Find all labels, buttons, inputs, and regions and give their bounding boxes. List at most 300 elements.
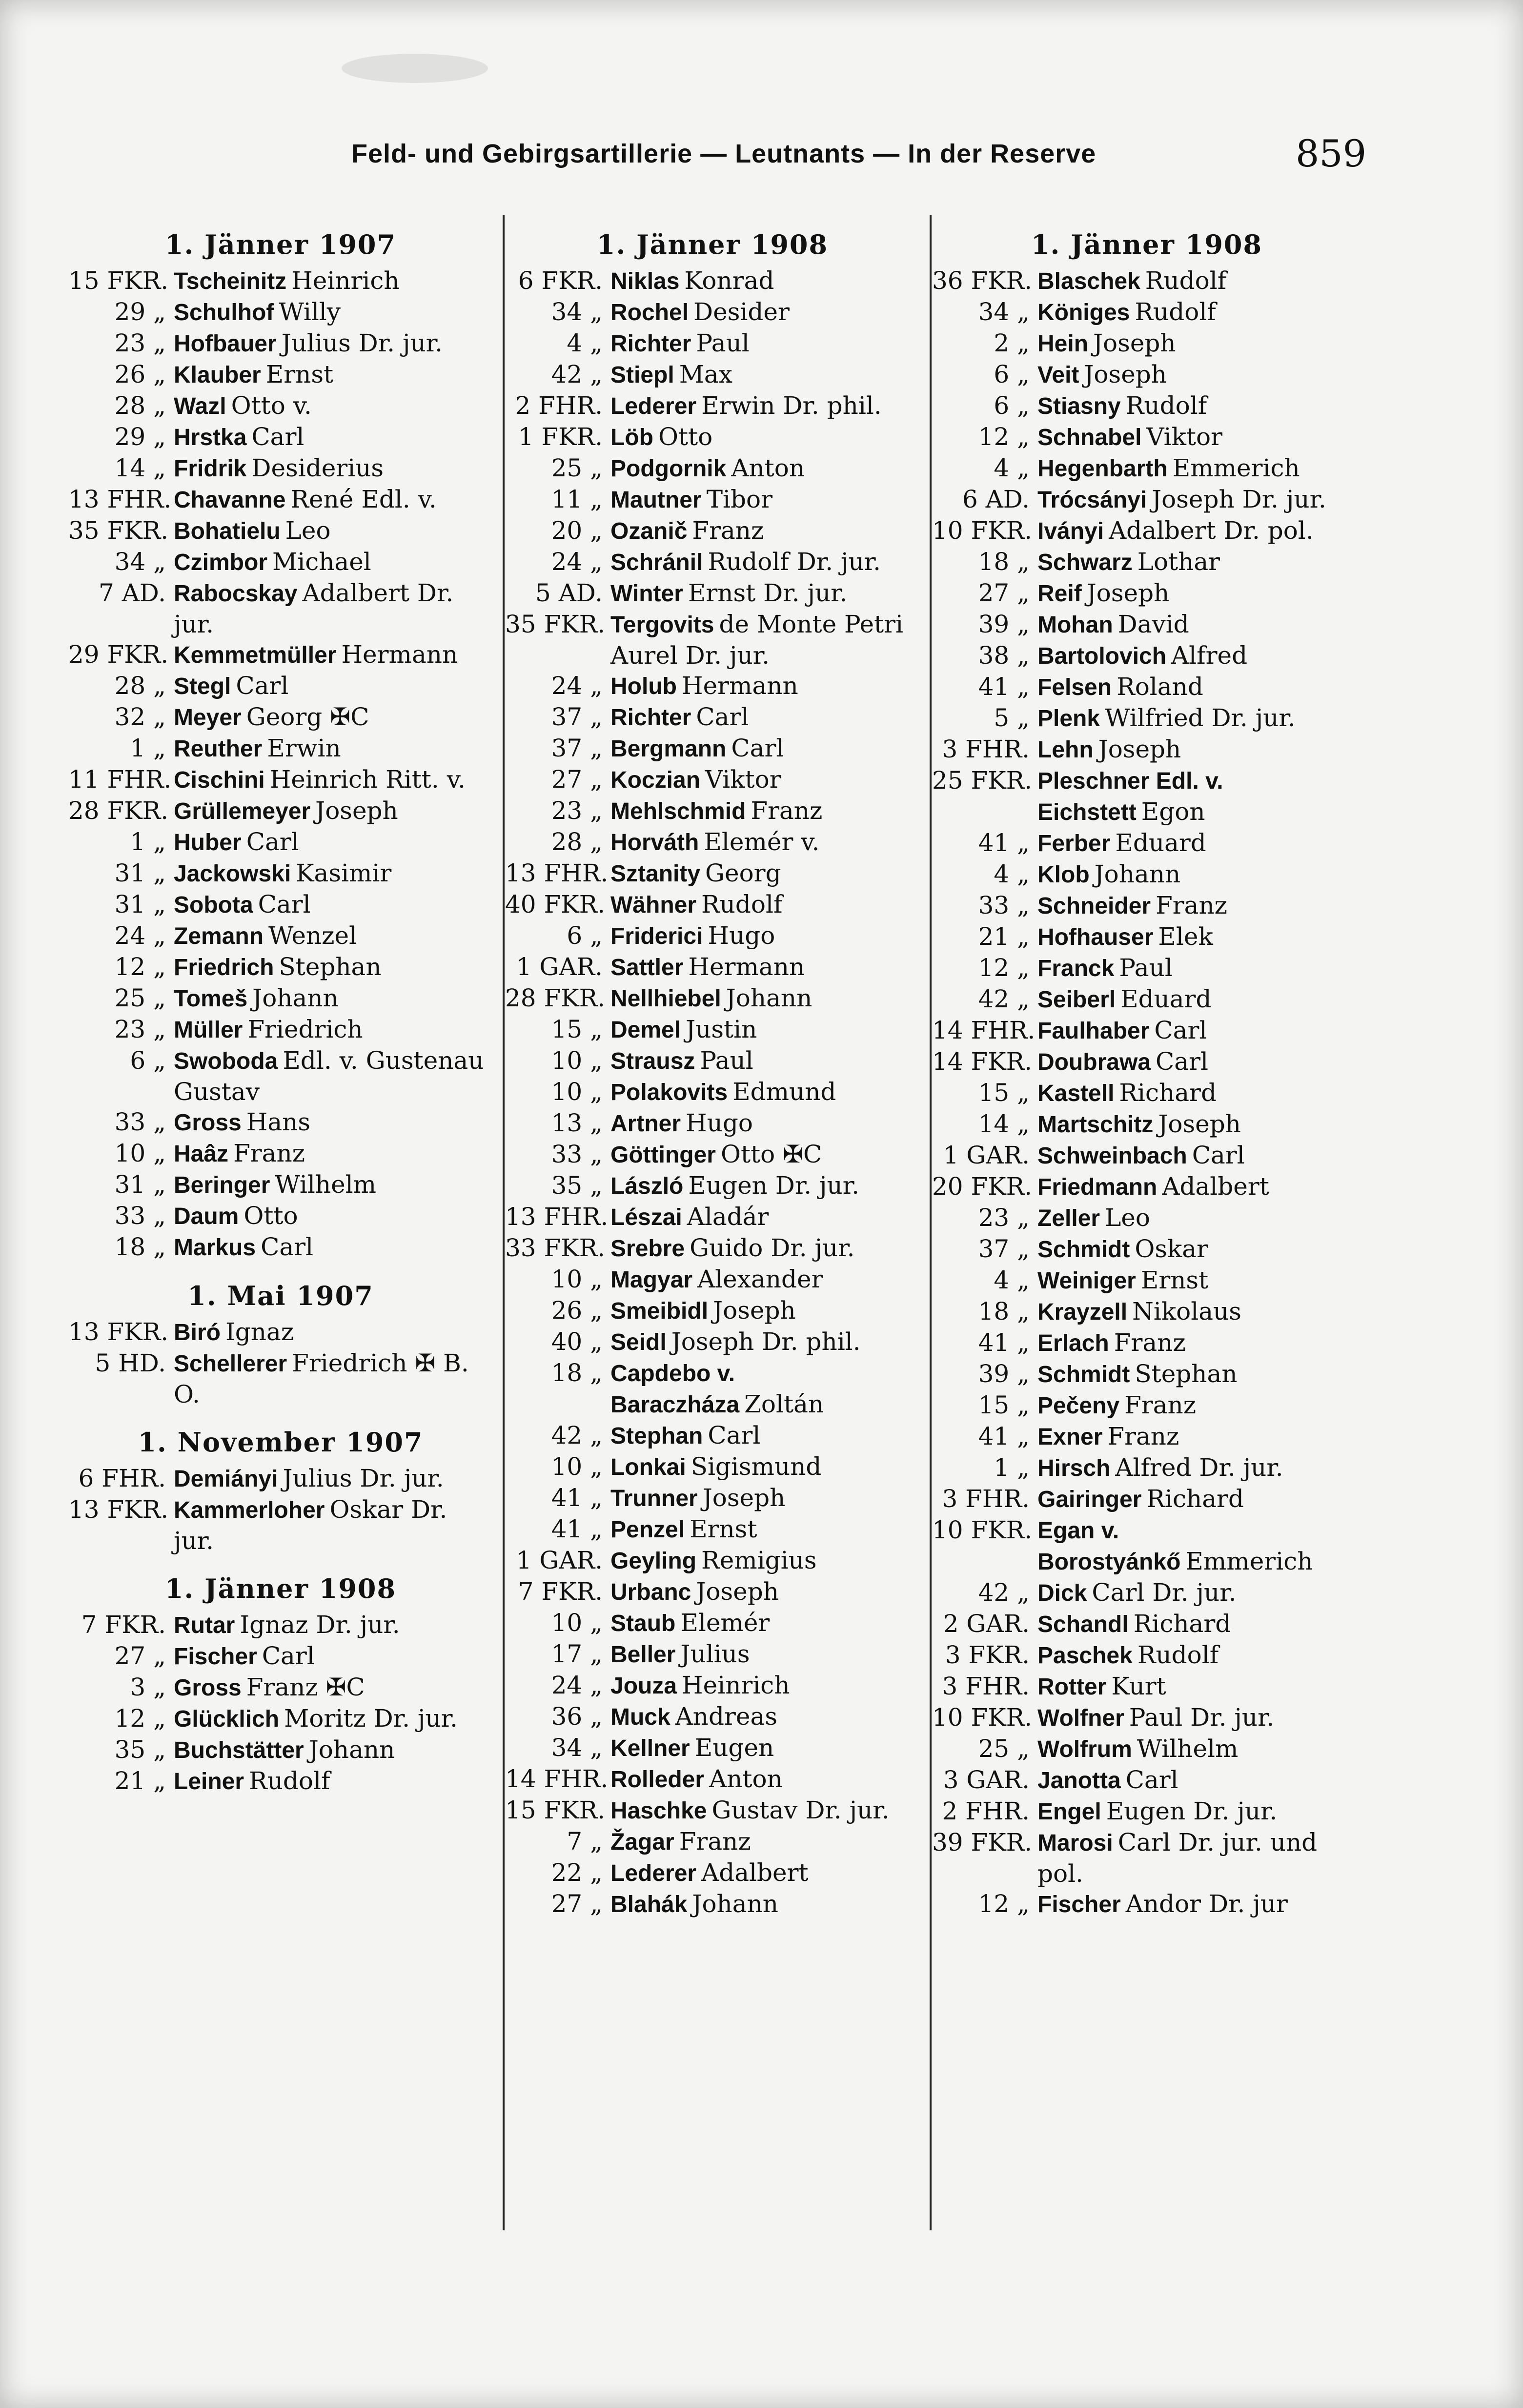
- officer-name: [174, 515, 493, 547]
- unit-number: 33 „: [551, 1140, 603, 1168]
- unit-number: 12 „: [978, 423, 1030, 451]
- officer-name: [1037, 1515, 1361, 1577]
- roster-entry: [932, 1078, 1361, 1109]
- unit-number: 14 „: [114, 454, 166, 482]
- roster-entry: [505, 733, 920, 764]
- officer-name: [1037, 297, 1361, 328]
- surname: Marosi: [1037, 1830, 1113, 1856]
- unit-number: 36 „: [551, 1702, 603, 1731]
- given-name: de Monte Petri Aurel Dr. jur.: [610, 610, 904, 670]
- officer-name: [174, 671, 493, 702]
- officer-name: [610, 827, 920, 858]
- given-name: Alfred: [1171, 641, 1248, 670]
- roster-entry: [932, 828, 1361, 859]
- given-name: Carl: [251, 423, 305, 451]
- officer-name: [610, 1420, 920, 1451]
- given-name: Johann: [308, 1735, 395, 1764]
- roster-entry: [505, 265, 920, 297]
- unit-number: 14 „: [978, 1110, 1030, 1138]
- roster-entry: [505, 453, 920, 484]
- surname: Pečeny: [1037, 1393, 1120, 1419]
- given-name: René Edl. v.: [290, 485, 437, 513]
- roster-entry: [505, 1451, 920, 1483]
- officer-name: [174, 1317, 493, 1348]
- roster-entry: [68, 1045, 493, 1107]
- unit-number: 12 „: [978, 1890, 1030, 1918]
- officer-name: [610, 1108, 920, 1139]
- surname: Fischer: [174, 1644, 257, 1670]
- surname: Schneider: [1037, 893, 1151, 919]
- officer-name: [174, 422, 493, 453]
- roster-entry: [932, 1140, 1361, 1171]
- unit-number: 21 „: [114, 1767, 166, 1795]
- given-name: Rudolf: [1137, 1641, 1219, 1669]
- surname: Mautner: [610, 487, 702, 513]
- roster-entry: [505, 1077, 920, 1108]
- officer-name: [610, 328, 920, 359]
- officer-name: [1037, 547, 1361, 578]
- unit-number: 15 „: [978, 1391, 1030, 1419]
- roster-entry: [505, 1639, 920, 1670]
- surname: Ferber: [1037, 831, 1111, 857]
- surname: Felsen: [1037, 674, 1112, 700]
- unit-number: 6 „: [994, 360, 1030, 388]
- unit-number: 2 FHR.: [942, 1797, 1030, 1825]
- given-name: Andreas: [675, 1702, 777, 1731]
- officer-name: [174, 858, 493, 889]
- unit-number: 20 FKR.: [932, 1172, 1033, 1201]
- unit-number: 13 FKR.: [68, 1318, 169, 1346]
- given-name: Franz: [1114, 1328, 1186, 1357]
- roster-entry: [932, 1609, 1361, 1640]
- given-name: Carl: [1154, 1016, 1207, 1044]
- officer-name: [174, 1348, 493, 1409]
- roster-entry: [68, 1107, 493, 1138]
- unit-number: 28 „: [114, 391, 166, 420]
- surname: Holub: [610, 673, 677, 699]
- roster-entry: [505, 858, 920, 889]
- unit-number: 12 „: [114, 1704, 166, 1733]
- given-name: Heinrich Ritt. v.: [269, 765, 466, 794]
- running-header: [0, 127, 1523, 185]
- given-name: Alexander: [697, 1265, 823, 1293]
- roster-entry: [505, 1264, 920, 1295]
- unit-number: 28 „: [114, 672, 166, 700]
- surname: Polakovits: [610, 1080, 728, 1105]
- unit-number: 13 FHR.: [68, 485, 172, 513]
- given-name: Joseph: [713, 1296, 796, 1325]
- unit-number: 36 FKR.: [932, 266, 1033, 295]
- roster-entry: [932, 859, 1361, 890]
- surname: Hrstka: [174, 425, 247, 450]
- roster-entry: [932, 390, 1361, 422]
- unit-number: 23 „: [114, 329, 166, 357]
- surname: Trócsányi: [1037, 487, 1147, 513]
- roster-entry: [68, 952, 493, 983]
- roster-entry: [932, 672, 1361, 703]
- unit-number: 28 „: [551, 828, 603, 856]
- officer-name: [610, 1202, 920, 1233]
- unit-number: 26 „: [114, 360, 166, 388]
- officer-name: [610, 858, 920, 889]
- unit-number: 34 „: [978, 298, 1030, 326]
- column-middle: [505, 229, 920, 2240]
- officer-name: [1037, 1640, 1361, 1671]
- section-heading: 1. Jänner 1908: [596, 229, 829, 260]
- surname: Dick: [1037, 1580, 1087, 1606]
- officer-name: [174, 390, 493, 422]
- officer-name: [1037, 1671, 1361, 1702]
- unit-number: 15 „: [978, 1079, 1030, 1107]
- officer-name: [174, 1138, 493, 1169]
- roster-entry: [505, 671, 920, 702]
- officer-name: [1037, 1421, 1361, 1452]
- surname: László: [610, 1173, 684, 1199]
- roster-entry: [68, 796, 493, 827]
- roster-entry: [68, 1138, 493, 1169]
- unit-number: 6 AD.: [962, 485, 1030, 513]
- given-name: Joseph: [1098, 735, 1181, 763]
- surname: Blahák: [610, 1892, 688, 1918]
- officer-name: [1037, 1827, 1361, 1889]
- surname: Biró: [174, 1320, 221, 1346]
- officer-name: [1037, 984, 1361, 1015]
- unit-number: 4 „: [567, 329, 603, 357]
- surname: Friedrich: [174, 955, 274, 980]
- roster-entry: [505, 1576, 920, 1608]
- unit-number: 38 „: [978, 641, 1030, 670]
- unit-number: 15 „: [551, 1015, 603, 1043]
- given-name: Elemér: [680, 1609, 770, 1637]
- roster-entry: [505, 1139, 920, 1170]
- unit-number: 14 FKR.: [932, 1047, 1033, 1076]
- surname: Magyar: [610, 1267, 693, 1293]
- unit-number: 24 „: [114, 921, 166, 950]
- given-name: Stephan: [1135, 1360, 1238, 1388]
- surname: Iványi: [1037, 518, 1104, 544]
- given-name: Friedrich: [247, 1015, 363, 1043]
- surname: Lonkai: [610, 1454, 686, 1480]
- unit-number: 42 „: [551, 360, 603, 388]
- section-heading: 1. Jänner 1908: [1031, 229, 1263, 260]
- given-name: Max: [679, 360, 732, 388]
- surname: Meyer: [174, 705, 242, 731]
- unit-number: 39 FKR.: [932, 1828, 1033, 1857]
- surname: Daum: [174, 1204, 239, 1229]
- surname: Paschek: [1037, 1643, 1133, 1669]
- officer-name: [174, 1610, 493, 1641]
- unit-number: 1 FKR.: [518, 423, 603, 451]
- unit-number: 4 „: [994, 454, 1030, 482]
- surname: Ozanič: [610, 518, 688, 544]
- roster-entry: [68, 827, 493, 858]
- unit-number: 40 „: [551, 1327, 603, 1356]
- unit-number: 34 „: [551, 298, 603, 326]
- unit-number: 27 „: [114, 1642, 166, 1670]
- given-name: Joseph: [696, 1577, 779, 1606]
- surname: Kemmetmüller: [174, 642, 337, 668]
- given-name: Konrad: [684, 266, 774, 295]
- surname: Capdebo v. Baraczháza: [610, 1361, 740, 1418]
- roster-entry: [932, 609, 1361, 640]
- surname: Königes: [1037, 300, 1130, 326]
- roster-entry: [932, 984, 1361, 1015]
- roster-entry: [932, 1484, 1361, 1515]
- officer-name: [174, 1735, 493, 1766]
- officer-name: [610, 1514, 920, 1545]
- officer-name: [610, 952, 920, 983]
- given-name: Rudolf: [1145, 266, 1227, 295]
- given-name: Wilhelm: [1137, 1735, 1239, 1763]
- surname: Gross: [174, 1110, 242, 1136]
- unit-number: 3 FHR.: [942, 1672, 1030, 1700]
- given-name: Roland: [1117, 673, 1203, 701]
- officer-name: [1037, 1234, 1361, 1265]
- unit-number: 33 FKR.: [505, 1234, 606, 1262]
- unit-number: 3 GAR.: [943, 1766, 1030, 1794]
- roster-entry: [932, 1577, 1361, 1609]
- roster-entry: [505, 1233, 920, 1264]
- officer-name: [174, 983, 493, 1014]
- given-name: Paul Dr. jur.: [1129, 1703, 1275, 1732]
- unit-number: 10 FKR.: [932, 1516, 1033, 1544]
- unit-number: 24 „: [551, 1671, 603, 1699]
- officer-name: [1037, 1140, 1361, 1171]
- unit-number: 41 „: [551, 1484, 603, 1512]
- surname: Weiniger: [1037, 1268, 1136, 1294]
- roster-entry: [505, 1701, 920, 1733]
- given-name: Julius Dr. jur.: [283, 1464, 444, 1492]
- given-name: Carl: [1192, 1141, 1245, 1169]
- unit-number: 1 „: [130, 734, 166, 762]
- unit-number: 10 „: [551, 1046, 603, 1075]
- surname: Jouza: [610, 1673, 677, 1699]
- given-name: Adalbert Dr. jur.: [174, 579, 454, 638]
- given-name: Sigismund: [690, 1452, 822, 1481]
- given-name: Franz: [1124, 1391, 1197, 1419]
- unit-number: 10 „: [551, 1452, 603, 1481]
- given-name: Remigius: [701, 1546, 817, 1574]
- surname: Stegl: [174, 673, 231, 699]
- officer-name: [1037, 1327, 1361, 1359]
- officer-name: [174, 889, 493, 920]
- roster-entry: [505, 547, 920, 578]
- roster-entry: [68, 1014, 493, 1045]
- officer-name: [610, 422, 920, 453]
- roster-entry: [932, 1889, 1361, 1920]
- surname: Stiasny: [1037, 393, 1121, 419]
- officer-name: [1037, 1046, 1361, 1078]
- unit-number: 35 FKR.: [68, 516, 169, 545]
- officer-name: [174, 1045, 493, 1107]
- surname: Egan v. Borostyánkő: [1037, 1518, 1181, 1575]
- roster-entry: [505, 1545, 920, 1576]
- unit-number: 7 AD.: [98, 579, 166, 607]
- officer-name: [610, 920, 920, 952]
- given-name: Elek: [1158, 922, 1213, 951]
- surname: Müller: [174, 1017, 243, 1043]
- officer-name: [1037, 1577, 1361, 1609]
- unit-number: 13 FHR.: [505, 1203, 609, 1231]
- officer-name: [1037, 1765, 1361, 1796]
- surname: Demiányi: [174, 1466, 278, 1492]
- officer-name: [1037, 1484, 1361, 1515]
- given-name: Tibor: [706, 485, 773, 513]
- given-name: Anton: [709, 1765, 783, 1793]
- surname: Schulhof: [174, 300, 274, 326]
- officer-name: [1037, 921, 1361, 953]
- surname: Lederer: [610, 1860, 697, 1886]
- column-divider: [503, 215, 505, 2230]
- roster-entry: [68, 359, 493, 390]
- roster-entry: [505, 1764, 920, 1795]
- given-name: Michael: [272, 548, 371, 576]
- roster-entry: [932, 422, 1361, 453]
- officer-name: [1037, 703, 1361, 734]
- given-name: Elemér v.: [704, 828, 820, 856]
- given-name: Ignaz Dr. jur.: [240, 1611, 400, 1639]
- given-name: Franz: [692, 516, 764, 545]
- officer-name: [610, 764, 920, 796]
- officer-name: [174, 920, 493, 952]
- surname: Winter: [610, 581, 683, 607]
- officer-name: [1037, 1359, 1361, 1390]
- given-name: Ernst Dr. jur.: [688, 579, 848, 607]
- given-name: Joseph: [1084, 360, 1167, 388]
- surname: Rochel: [610, 300, 689, 326]
- unit-number: 21 „: [978, 922, 1030, 951]
- officer-name: [610, 359, 920, 390]
- officer-name: [1037, 1078, 1361, 1109]
- roster-entry: [932, 1171, 1361, 1203]
- unit-number: 3 FKR.: [945, 1641, 1030, 1669]
- roster-entry: [505, 1733, 920, 1764]
- officer-name: [1037, 1203, 1361, 1234]
- given-name: Wenzel: [268, 921, 357, 950]
- given-name: Adalbert: [701, 1858, 809, 1887]
- roster-entry: [68, 1735, 493, 1766]
- given-name: Andor Dr. jur: [1125, 1890, 1288, 1918]
- surname: Czimbor: [174, 550, 267, 575]
- unit-number: 39 „: [978, 610, 1030, 638]
- surname: Leiner: [174, 1769, 244, 1795]
- roster-entry: [68, 1348, 493, 1409]
- roster-entry: [932, 578, 1361, 609]
- officer-name: [610, 1889, 920, 1920]
- unit-number: 37 „: [551, 703, 603, 731]
- roster-entry: [68, 328, 493, 359]
- unit-number: 10 FKR.: [932, 1703, 1033, 1732]
- roster-entry: [505, 764, 920, 796]
- officer-name: [610, 1670, 920, 1701]
- officer-name: [174, 359, 493, 390]
- roster-entry: [505, 1202, 920, 1233]
- roster-entry: [68, 578, 493, 639]
- roster-entry: [68, 297, 493, 328]
- roster-entry: [68, 1494, 493, 1556]
- officer-name: [174, 453, 493, 484]
- given-name: Leo: [285, 516, 331, 545]
- unit-number: 28 FKR.: [68, 796, 169, 825]
- surname: Demel: [610, 1017, 681, 1043]
- surname: Urbanc: [610, 1579, 691, 1605]
- officer-name: [610, 1764, 920, 1795]
- given-name: Otto v.: [231, 391, 312, 420]
- surname: Löb: [610, 425, 653, 450]
- officer-name: [174, 1703, 493, 1735]
- officer-name: [610, 702, 920, 733]
- surname: Göttinger: [610, 1142, 716, 1168]
- section-heading: 1. Mai 1907: [187, 1280, 374, 1311]
- roster-entry: [932, 1390, 1361, 1421]
- unit-number: 33 „: [114, 1202, 166, 1230]
- surname: Schweinbach: [1037, 1143, 1187, 1169]
- given-name: Desider: [693, 298, 790, 326]
- officer-name: [1037, 1452, 1361, 1484]
- unit-number: 22 „: [551, 1858, 603, 1887]
- roster-entry: [932, 1796, 1361, 1827]
- given-name: Ernst: [690, 1515, 757, 1543]
- column-left: [68, 229, 493, 2240]
- given-name: Franz: [1107, 1422, 1179, 1450]
- unit-number: 35 „: [551, 1171, 603, 1200]
- surname: Pleschner Edl. v. Eichstett: [1037, 768, 1223, 825]
- officer-name: [610, 265, 920, 297]
- surname: Franck: [1037, 956, 1115, 981]
- given-name: Ernst: [265, 360, 334, 388]
- given-name: Wilfried Dr. jur.: [1105, 704, 1296, 732]
- roster-entry: [68, 1169, 493, 1201]
- roster-entry: [505, 1295, 920, 1326]
- given-name: Joseph: [1158, 1110, 1241, 1138]
- surname: Friedmann: [1037, 1174, 1157, 1200]
- officer-name: [1037, 672, 1361, 703]
- roster-entry: [68, 484, 493, 515]
- unit-number: 5 „: [994, 704, 1030, 732]
- given-name: Paul: [1119, 954, 1173, 982]
- surname: Sattler: [610, 955, 684, 980]
- officer-name: [610, 733, 920, 764]
- surname: Kellner: [610, 1735, 690, 1761]
- officer-name: [610, 390, 920, 422]
- roster-entry: [68, 702, 493, 733]
- unit-number: 12 „: [114, 953, 166, 981]
- officer-name: [174, 702, 493, 733]
- surname: Plenk: [1037, 706, 1100, 732]
- unit-number: 5 AD.: [535, 579, 603, 607]
- officer-name: [1037, 859, 1361, 890]
- given-name: Carl: [1125, 1766, 1178, 1794]
- unit-number: 41 „: [551, 1515, 603, 1543]
- officer-name: [174, 1672, 493, 1703]
- given-name: Johann: [692, 1890, 778, 1918]
- surname: Chavanne: [174, 487, 286, 513]
- unit-number: 37 „: [551, 734, 603, 762]
- unit-number: 6 FKR.: [518, 266, 603, 295]
- given-name: Viktor: [705, 765, 781, 794]
- officer-name: [610, 1077, 920, 1108]
- roster-entry: [505, 1795, 920, 1826]
- unit-number: 13 FKR.: [68, 1495, 169, 1524]
- officer-name: [610, 1295, 920, 1326]
- roster-entry: [932, 359, 1361, 390]
- roster-entry: [505, 328, 920, 359]
- officer-name: [174, 1641, 493, 1672]
- unit-number: 10 „: [551, 1078, 603, 1106]
- roster-entry: [505, 359, 920, 390]
- surname: Seidl: [610, 1329, 667, 1355]
- unit-number: 29 FKR.: [68, 640, 169, 669]
